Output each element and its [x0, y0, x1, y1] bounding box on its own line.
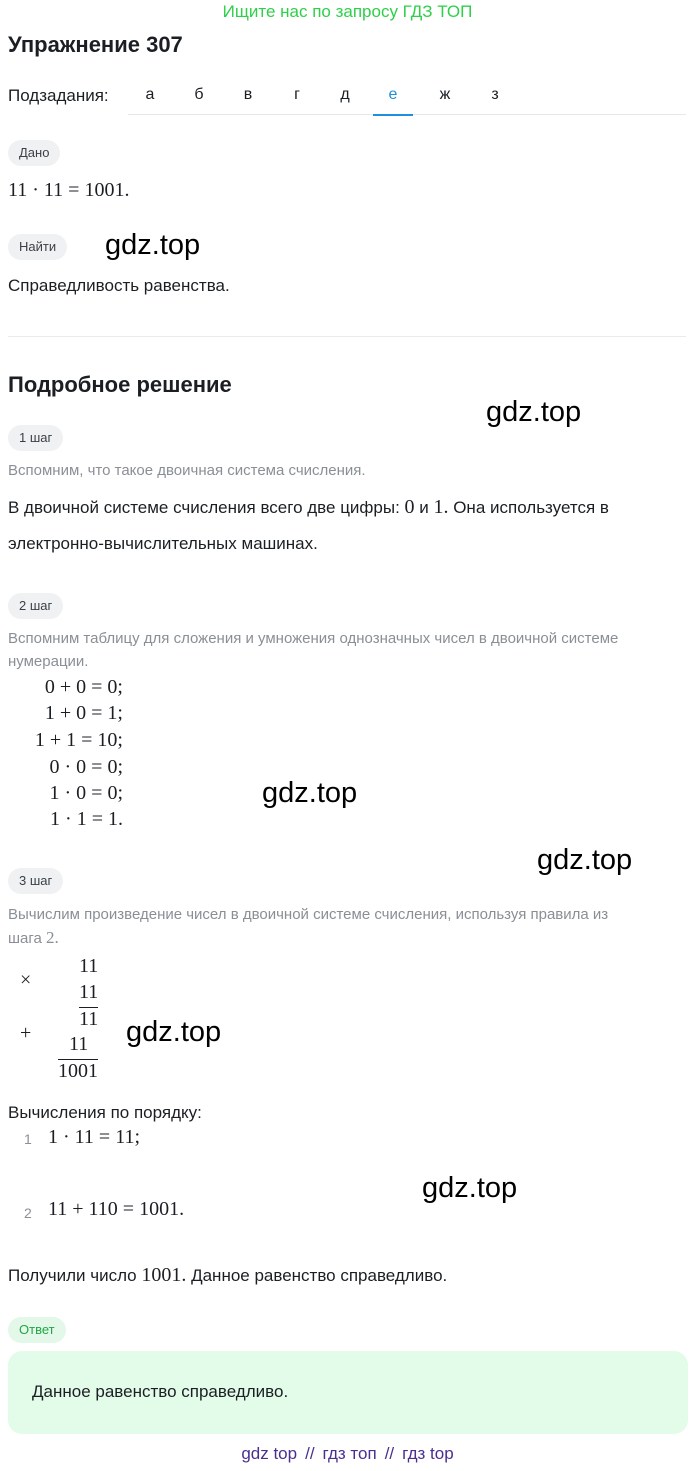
footer-link-2[interactable]: гдз топ [322, 1444, 377, 1463]
tab-a[interactable]: а [145, 86, 155, 103]
conclusion-text-a: Получили число [8, 1266, 142, 1285]
answer-badge: Ответ [8, 1317, 66, 1343]
step3-hint-line2 [8, 926, 59, 950]
solution-title: Подробное решение [8, 372, 232, 397]
order-title: Вычисления по порядку: [8, 1103, 202, 1122]
times-sign: × [20, 969, 32, 991]
column-result: 1001 [58, 1060, 98, 1082]
order-num-1: 1 [24, 1131, 32, 1147]
step1-body-line2: электронно-вычислительных машинах. [8, 534, 318, 553]
step1-hint: Вспомним, что такое двоичная система счисления. [8, 462, 366, 479]
step2-hint: Вспомним таблицу для сложения и умножения однозначных чисел в двоичной системе нумерации. [8, 630, 619, 670]
conclusion-text-b: Данное равенство справедливо. [186, 1266, 448, 1285]
table-row-1: 0 + 0 = 0; [44, 676, 123, 698]
watermark-2: gdz.top [486, 396, 582, 428]
order-num-2: 2 [24, 1205, 32, 1221]
table-row-3: 1 + 1 = 10; [34, 729, 123, 751]
factor-a: 11 [79, 955, 99, 977]
tab-z[interactable]: з [491, 86, 499, 103]
step3-hint-line1: Вычислим произведение чисел в двоичной системе счисления, используя правила из [8, 906, 609, 923]
section-divider [8, 336, 686, 337]
step1-and: и [414, 498, 434, 517]
watermark-6: gdz.top [422, 1172, 518, 1204]
tab-b[interactable]: б [194, 86, 204, 103]
partial-product-2: 11 [69, 1033, 89, 1055]
subtasks-label: Подзадания: [8, 86, 109, 105]
step1-text-b: Она используется в [448, 498, 609, 517]
step3-badge: 3 шаг [8, 868, 63, 894]
order-expr-1: 1 · 11 = 11; [48, 1126, 141, 1148]
watermark-1: gdz.top [105, 229, 201, 261]
tab-d[interactable]: д [340, 86, 350, 103]
tab-e-active[interactable]: е [373, 86, 413, 116]
table-row-2: 1 + 0 = 1; [44, 702, 123, 724]
watermark-4: gdz.top [537, 844, 633, 876]
table-row-4: 0 · 0 = 0; [49, 756, 123, 778]
footer-sep-2: // [384, 1444, 395, 1463]
tab-g[interactable]: г [294, 86, 300, 103]
watermark-3: gdz.top [262, 777, 358, 809]
factor-b: 11 [79, 981, 99, 1003]
tab-zh[interactable]: ж [439, 86, 451, 103]
watermark-5: gdz.top [126, 1016, 222, 1048]
conclusion [8, 1264, 447, 1287]
step1-digit-0: 0 [404, 496, 415, 518]
partial-product-1: 11 [79, 1008, 99, 1030]
exercise-title: Упражнение 307 [8, 32, 183, 57]
footer-link-1[interactable]: gdz top [241, 1444, 298, 1463]
plus-sign: + [20, 1022, 32, 1044]
order-expr-2: 11 + 110 = 1001. [48, 1198, 185, 1220]
step1-body-line1 [8, 496, 609, 519]
find-text: Справедливость равенства. [8, 276, 230, 295]
step1-badge: 1 шаг [8, 425, 63, 451]
step1-digit-1: 1. [433, 496, 449, 518]
find-badge: Найти [8, 234, 67, 260]
tab-v[interactable]: в [243, 86, 253, 103]
step3-hint-text: шага [8, 930, 47, 947]
footer-sep-1: // [305, 1444, 315, 1463]
binary-table [8, 676, 123, 836]
answer-text: Данное равенство справедливо. [32, 1382, 289, 1401]
step3-hint-num: 2. [46, 928, 59, 947]
footer-links [0, 1444, 695, 1464]
step2-badge: 2 шаг [8, 593, 63, 619]
search-banner: Ищите нас по запросу ГДЗ ТОП [222, 2, 473, 21]
given-expression: 11 · 11 = 1001. [8, 179, 130, 201]
given-badge: Дано [8, 140, 60, 166]
table-row-5: 1 · 0 = 0; [49, 782, 123, 804]
footer-link-3[interactable]: гдз top [402, 1444, 454, 1463]
table-row-6: 1 · 1 = 1. [50, 808, 123, 830]
step1-text-a: В двоичной системе счисления всего две цифры: [8, 498, 405, 517]
conclusion-number: 1001. [141, 1264, 187, 1286]
